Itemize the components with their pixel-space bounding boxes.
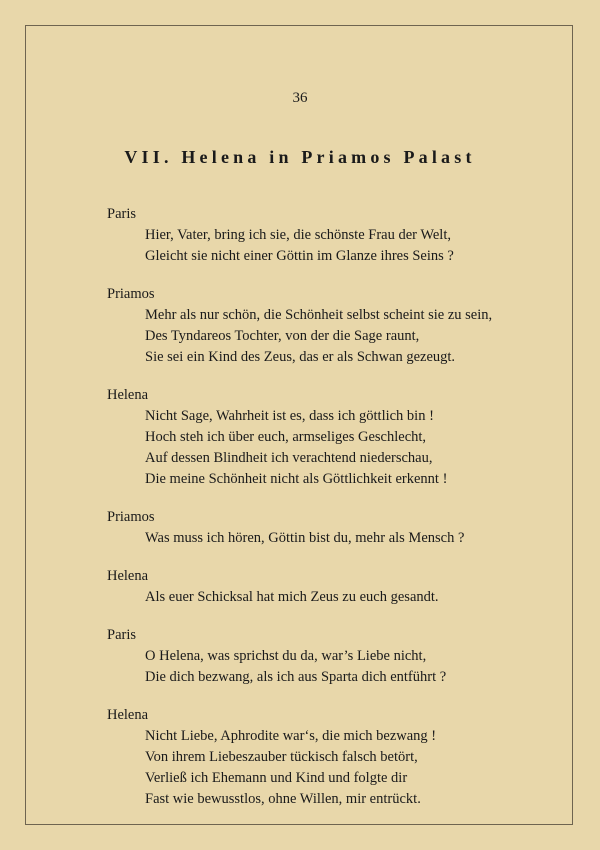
- verse-line: O Helena, was sprichst du da, war’s Liebe nicht,: [145, 648, 427, 664]
- verse-line: Als euer Schicksal hat mich Zeus zu euch gesandt.: [145, 589, 439, 605]
- verse-line: Gleicht sie nicht einer Göttin im Glanze ihres Seins ?: [145, 248, 454, 264]
- speaker-name: Paris: [107, 206, 136, 222]
- verse-line: Fast wie bewusstlos, ohne Willen, mir entrückt.: [145, 791, 421, 807]
- verse-line: Hoch steh ich über euch, armseliges Geschlecht,: [145, 429, 427, 445]
- verse-line: Verließ ich Ehemann und Kind und folgte dir: [145, 770, 408, 786]
- verse-line: Von ihrem Liebeszauber tückisch falsch betört,: [145, 749, 418, 765]
- verse-line: Nicht Liebe, Aphrodite war‘s, die mich bezwang !: [145, 728, 437, 744]
- verse-line: Was muss ich hören, Göttin bist du, mehr als Mensch ?: [145, 530, 465, 546]
- speech-block: [107, 625, 567, 688]
- speech-block: [107, 284, 567, 368]
- speaker-name: Priamos: [107, 286, 155, 302]
- speech-block: [107, 507, 567, 549]
- verse-line: Die meine Schönheit nicht als Göttlichkeit erkennt !: [145, 471, 448, 487]
- dialogue: [107, 204, 567, 827]
- speech-block: [107, 566, 567, 608]
- verse-line: Des Tyndareos Tochter, von der die Sage raunt,: [145, 328, 420, 344]
- verse-line: Hier, Vater, bring ich sie, die schönste Frau der Welt,: [145, 227, 451, 243]
- speech-block: [107, 385, 567, 490]
- speaker-name: Helena: [107, 707, 149, 723]
- chapter-title: VII. Helena in Priamos Palast: [124, 147, 476, 167]
- verse-line: Die dich bezwang, als ich aus Sparta dich entführt ?: [145, 669, 447, 685]
- verse-line: Auf dessen Blindheit ich verachtend niederschau,: [145, 450, 433, 466]
- speaker-name: Paris: [107, 627, 136, 643]
- speech-block: [107, 705, 567, 810]
- speaker-name: Helena: [107, 568, 149, 584]
- verse-line: Nicht Sage, Wahrheit ist es, dass ich göttlich bin !: [145, 408, 434, 424]
- verse-line: Mehr als nur schön, die Schönheit selbst scheint sie zu sein,: [145, 307, 493, 323]
- speaker-name: Helena: [107, 387, 149, 403]
- page-number: 36: [292, 90, 308, 106]
- verse-line: Sie sei ein Kind des Zeus, das er als Schwan gezeugt.: [145, 349, 456, 365]
- speaker-name: Priamos: [107, 509, 155, 525]
- speech-block: [107, 204, 567, 267]
